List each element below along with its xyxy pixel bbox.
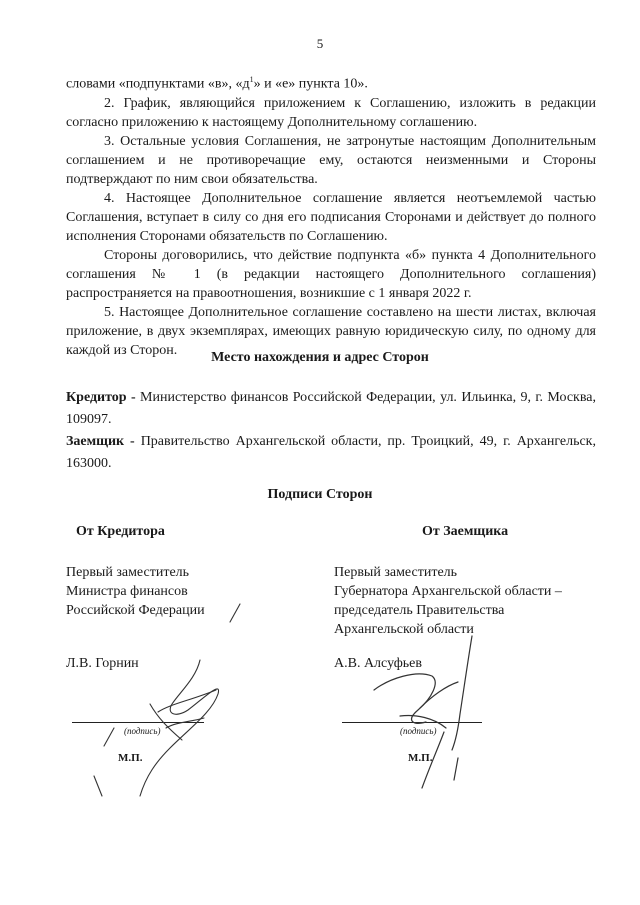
creditor-stamp-mark: М.П.: [118, 752, 143, 764]
borrower-handwritten-signature: [360, 630, 500, 820]
borrower-signatory-name: А.В. Алсуфьев: [334, 656, 423, 671]
borrower-address: Заемщик - Правительство Архангельской области, пр. Троицкий, 49, г. Архангельск, 163000.: [66, 434, 596, 471]
page-number: 5: [316, 36, 324, 51]
creditor-signatory-name: Л.В. Горнин: [66, 656, 139, 671]
paragraph-1: словами «подпунктами «в», «$д^1$» и «е» пункта 10».: [66, 75, 368, 92]
creditor-handwritten-signature: [80, 600, 260, 820]
paragraph-5: Стороны договорились, что действие подпункта «б» пункта 4 Дополнительного соглашения № 1 (в редакции настоящего Дополнительного соглашения) распространяется на правоотношения, возникшие с 1 января 2022 г.: [66, 247, 596, 301]
creditor-column-title: От Кредитора: [76, 524, 165, 539]
borrower-signature-caption: (подпись): [400, 726, 437, 736]
creditor-position: Первый заместитель Министра финансов Российской Федерации: [66, 565, 205, 618]
paragraph-4: 4. Настоящее Дополнительное соглашение является неотъемлемой частью Соглашения, вступает в силу со дня его подписания Сторонами и действует до полного исполнения Сторонами обязательств по Соглашению.: [66, 190, 596, 244]
signatures-heading: Подписи Сторон: [267, 487, 373, 502]
address-heading: Место нахождения и адрес Сторон: [211, 350, 429, 365]
paragraph-3: 3. Остальные условия Соглашения, не затронутые настоящим Дополнительным соглашением и не противоречащие ему, остаются неизменными и Стороны подтверждают по ним свои обязательства.: [66, 133, 596, 187]
creditor-signature-caption: (подпись): [124, 726, 161, 736]
paragraph-2: 2. График, являющийся приложением к Соглашению, изложить в редакции согласно приложению к настоящему Дополнительному соглашению.: [66, 95, 596, 130]
agreement-body: [66, 70, 596, 360]
borrower-stamp-mark: М.П.: [408, 752, 433, 764]
paragraph-6: 5. Настоящее Дополнительное соглашение составлено на шести листах, включая приложение, в двух экземплярах, имеющих равную юридическую силу, по одному для каждой из Сторон.: [66, 304, 596, 358]
address-block: [66, 387, 596, 475]
borrower-position: Первый заместитель Губернатора Архангельской области – председатель Правительства Архангельской области: [334, 565, 562, 637]
borrower-column-title: От Заемщика: [422, 524, 509, 539]
creditor-address: Кредитор - Министерство финансов Российской Федерации, ул. Ильинка, 9, г. Москва, 109097.: [66, 390, 596, 427]
